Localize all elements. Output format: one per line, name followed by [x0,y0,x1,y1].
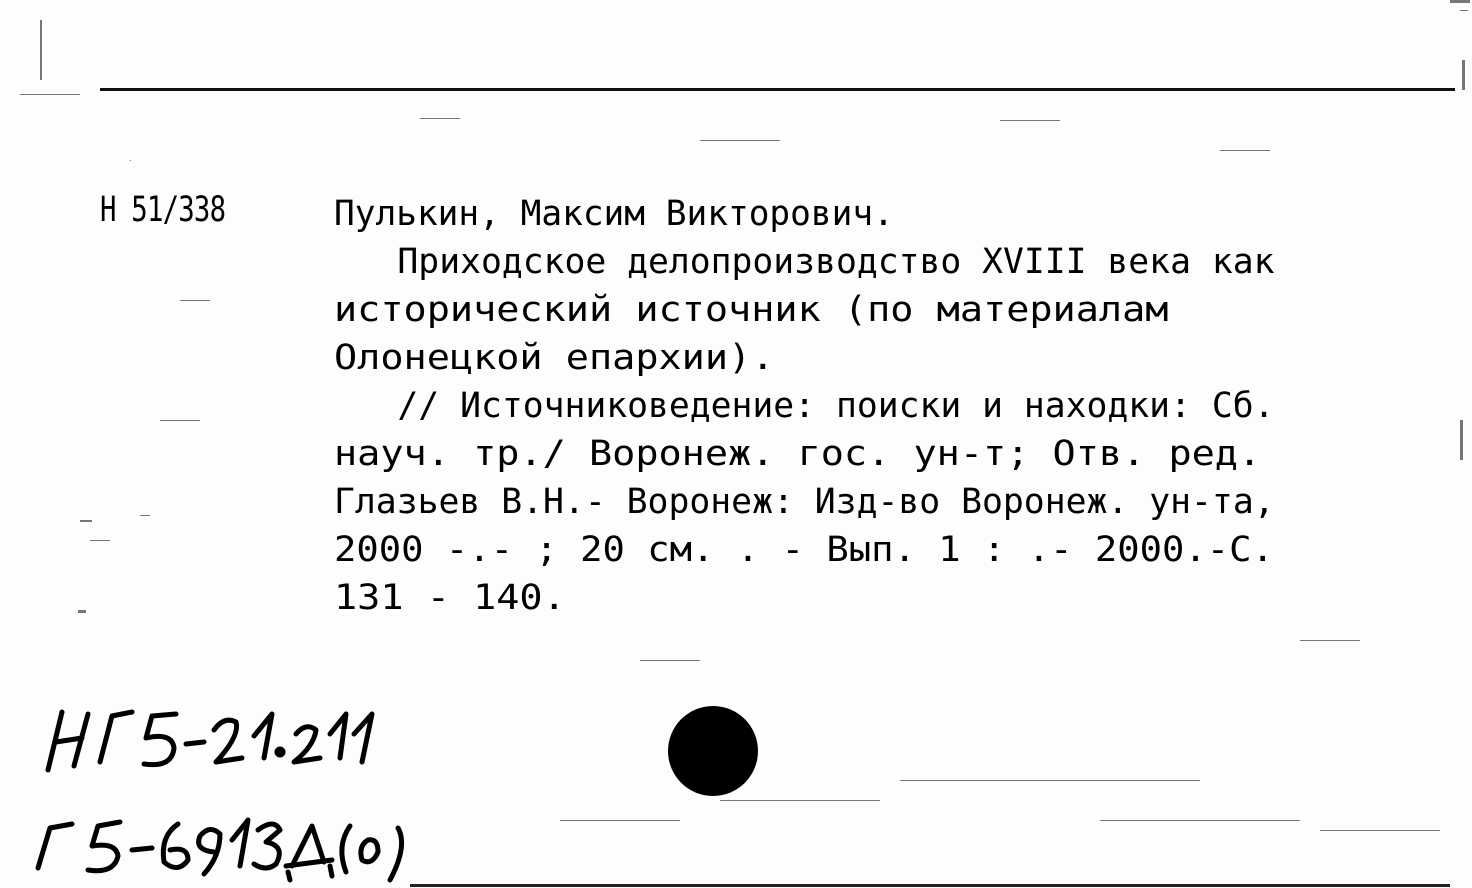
bibliographic-entry [334,190,1354,622]
punched-hole-dot [668,706,758,796]
source-line: науч. тр./ Воронеж. гос. ун-т; Отв. ред. [334,434,1262,474]
title-line: Приходское делопроизводство XVIII века как [397,242,1275,282]
source-line: 2000 -.- ; 20 см. . - Вып. 1 : .- 2000.-С. [334,530,1274,570]
title-line: Олонецкой епархии). [334,338,775,378]
author-name: Пулькин, Максим Викторович. [334,194,894,234]
source-line: 131 - 140. [334,578,566,618]
card-top-rule [100,88,1455,91]
source-line: Глазьев В.Н.- Воронеж: Изд-во Воронеж. ун-та, [334,482,1275,522]
title-line: исторический источник (по материалам [334,290,1169,330]
handwritten-call-numbers [28,700,448,888]
shelfmark: Н 51/338 [100,190,226,230]
card-bottom-rule [410,884,1450,887]
source-line: // Источниковедение: поиски и находки: Сб. [397,386,1275,426]
